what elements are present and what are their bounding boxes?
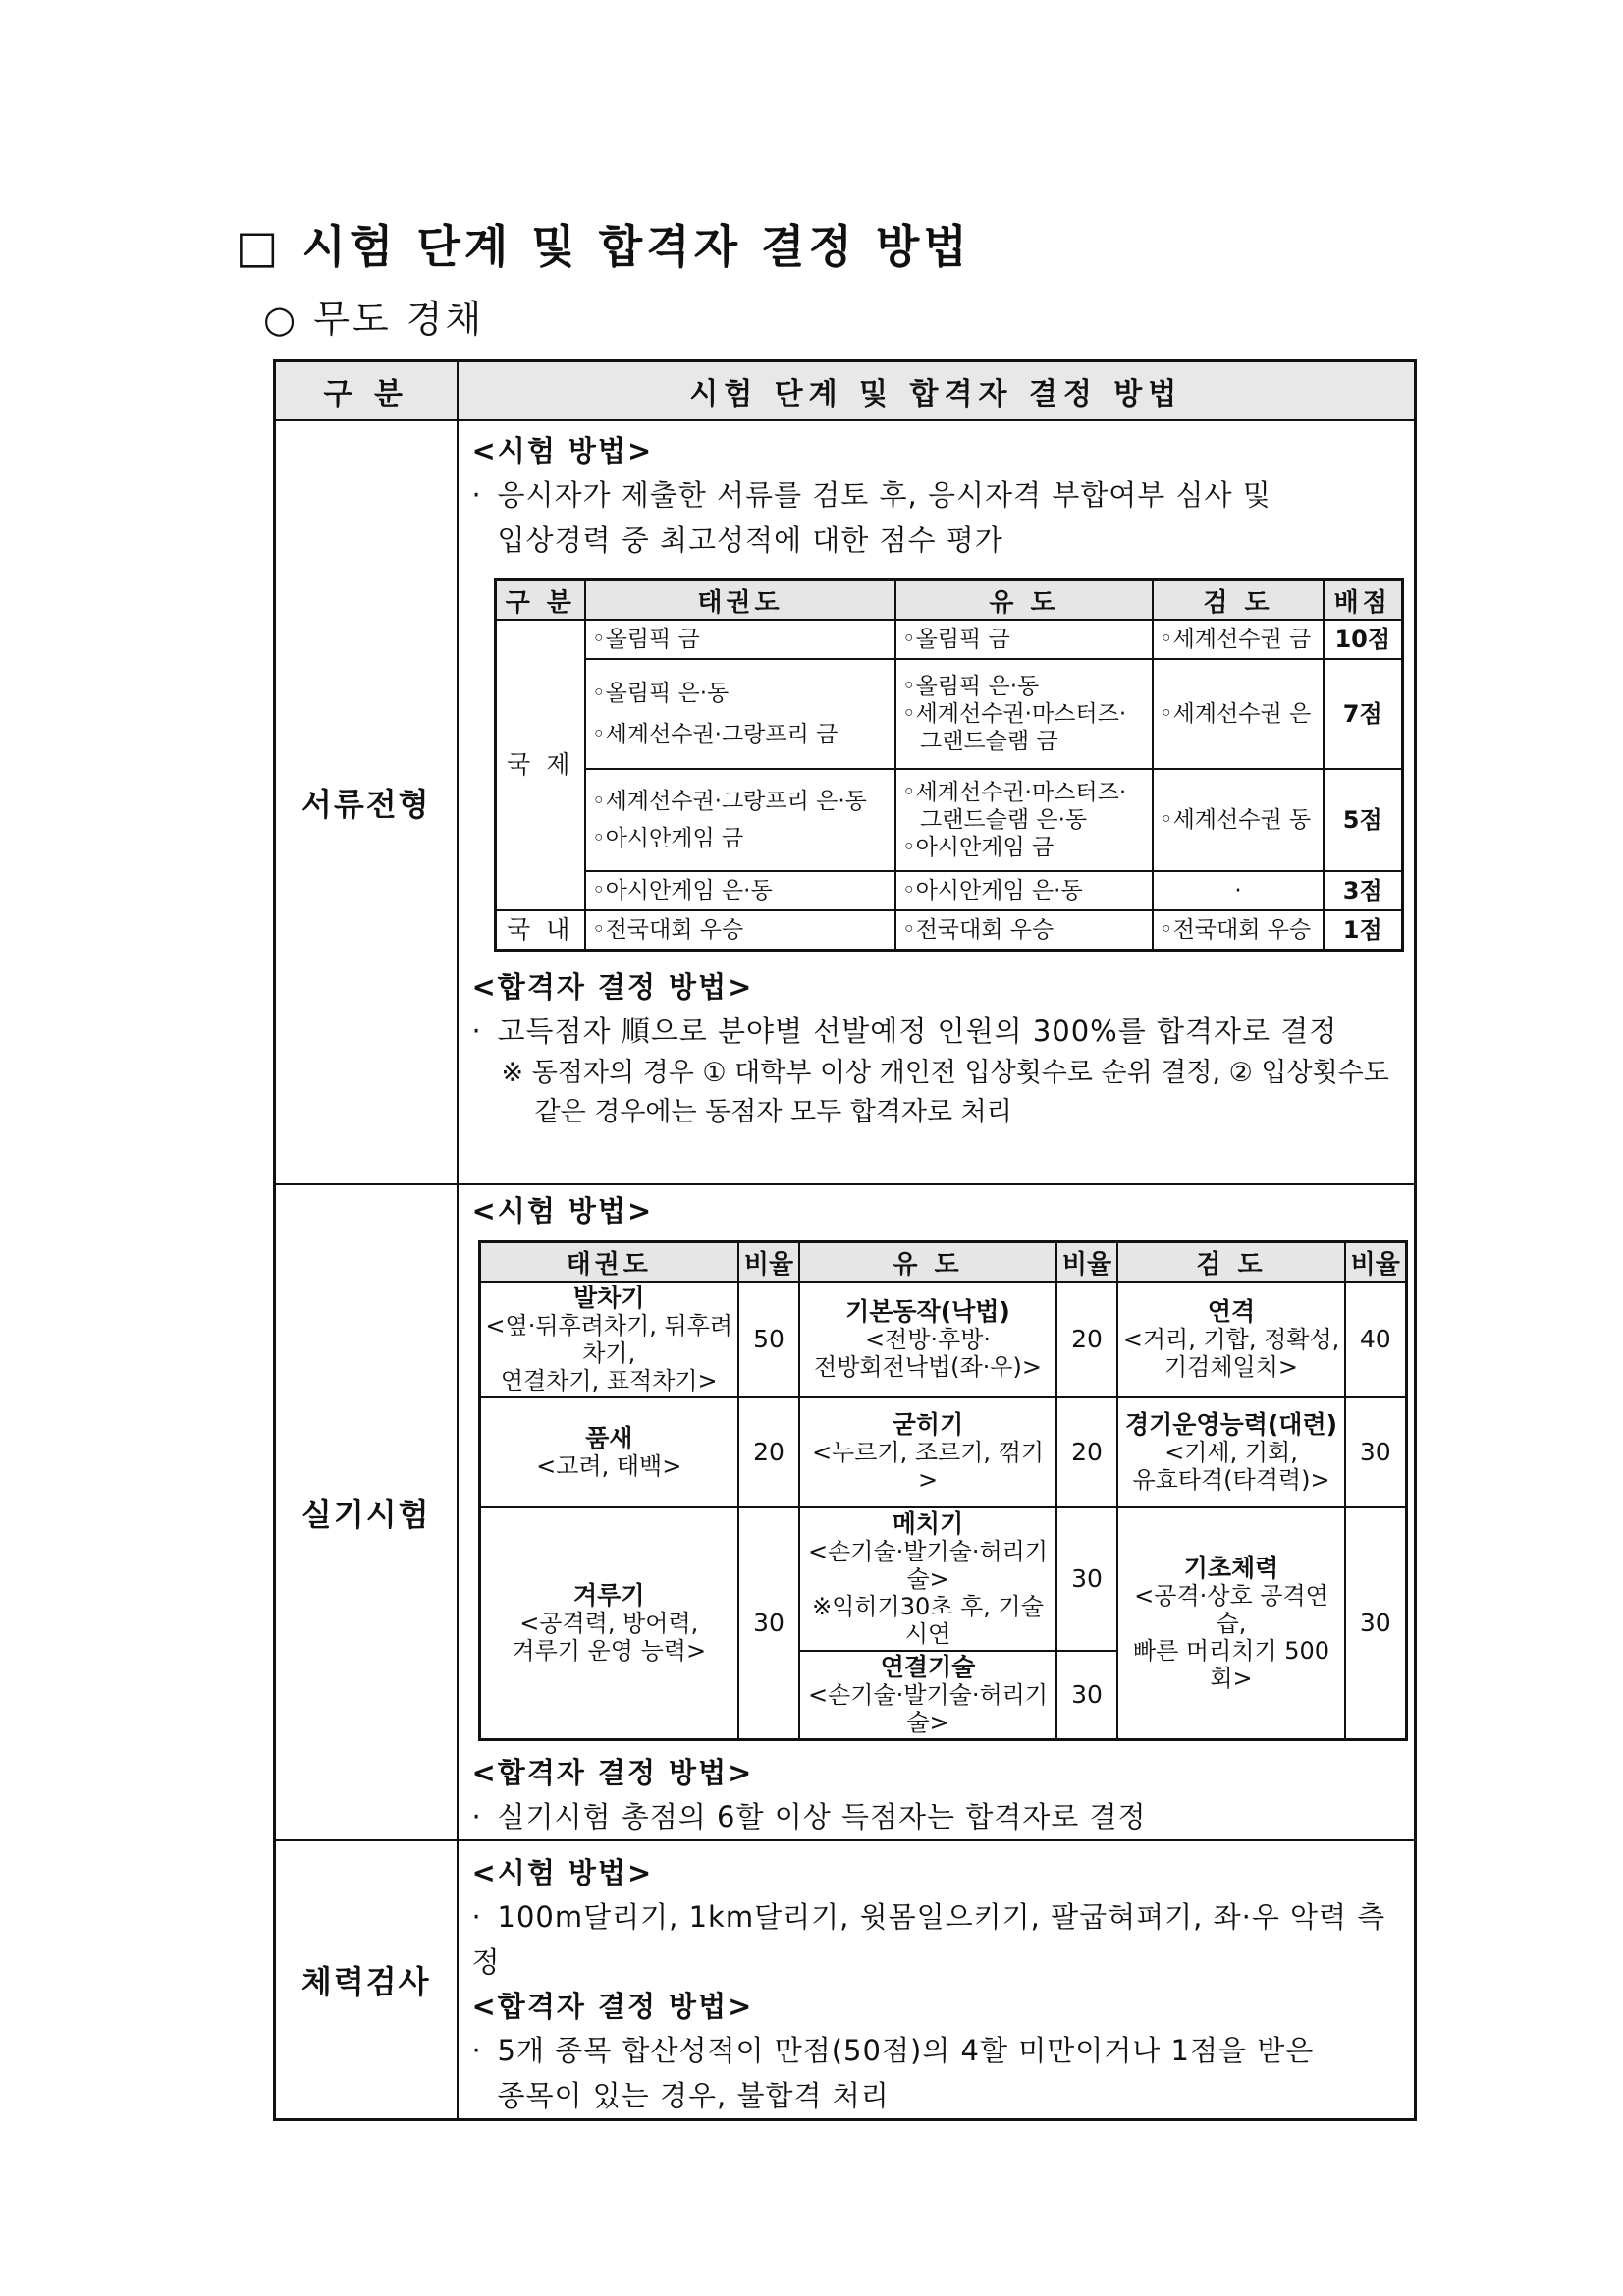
score-points: 1점 bbox=[1324, 910, 1402, 950]
prac-ratio: 30 bbox=[1056, 1651, 1117, 1740]
award-score-table bbox=[494, 578, 1404, 952]
prac-ratio: 30 bbox=[1056, 1507, 1117, 1651]
score-cell: ◦전국대회 우승 bbox=[895, 910, 1153, 950]
prac-cell-match-management: 경기운영능력(대련) <기세, 기회, 유효타격(타격력)> bbox=[1117, 1397, 1345, 1507]
score-row-international: 국 제 bbox=[495, 620, 585, 910]
score-cell: ◦세계선수권·그랑프리 은·동 ◦아시안게임 금 bbox=[585, 769, 895, 871]
score-cell: ◦올림픽 금 bbox=[895, 620, 1153, 659]
prac-header-ratio: 비율 bbox=[1056, 1242, 1117, 1283]
score-cell: ◦올림픽 은·동 ◦세계선수권·마스터즈· 그랜드슬램 금 bbox=[895, 659, 1153, 769]
score-cell: ◦세계선수권·마스터즈· 그랜드슬램 은·동 ◦아시안게임 금 bbox=[895, 769, 1153, 871]
practical-test-content bbox=[458, 1184, 1416, 1840]
doc-method-bullet: · 응시자가 제출한 서류를 검토 후, 응시자격 부합여부 심사 및 bbox=[472, 472, 1415, 518]
score-points: 3점 bbox=[1324, 871, 1402, 910]
score-header-points: 배점 bbox=[1324, 580, 1402, 621]
section-subheading: ○ 무도 경채 bbox=[263, 298, 485, 341]
score-cell: ◦전국대회 우승 bbox=[585, 910, 895, 950]
prac-cell-sparring: 겨루기 <공격력, 방어력, 겨루기 운영 능력> bbox=[479, 1507, 738, 1740]
fitness-decision-title: <합격자 결정 방법> bbox=[471, 1990, 754, 2023]
page-heading: □ 시험 단계 및 합격자 결정 방법 bbox=[236, 220, 971, 273]
score-cell: ◦아시안게임 은·동 bbox=[585, 871, 895, 910]
score-cell: ◦올림픽 금 bbox=[585, 620, 895, 659]
fitness-method-title: <시험 방법> bbox=[471, 1856, 654, 1889]
score-points: 7점 bbox=[1324, 659, 1402, 769]
prac-cell-groundwork: 굳히기 <누르기, 조르기, 꺾기> bbox=[799, 1397, 1056, 1507]
practical-score-table bbox=[478, 1240, 1408, 1741]
doc-method-title: <시험 방법> bbox=[471, 434, 654, 467]
score-cell: ◦세계선수권 금 bbox=[1153, 620, 1324, 659]
doc-tiebreak-note: ※ 동점자의 경우 ① 대학부 이상 개인전 입상횟수로 순위 결정, ② 입상횟수도 bbox=[501, 1057, 1389, 1088]
header-method: 시험 단계 및 합격자 결정 방법 bbox=[458, 361, 1416, 421]
prac-ratio: 30 bbox=[738, 1507, 799, 1740]
score-points: 10점 bbox=[1324, 620, 1402, 659]
score-cell: · bbox=[1153, 871, 1324, 910]
doc-decision-bullet: · 고득점자 順으로 분야별 선발예정 인원의 300%를 합격자로 결정 bbox=[471, 1013, 1338, 1048]
prac-ratio: 20 bbox=[1056, 1282, 1117, 1397]
prac-ratio: 50 bbox=[738, 1282, 799, 1397]
prac-header-judo: 유 도 bbox=[799, 1242, 1056, 1283]
score-cell: ◦세계선수권 동 bbox=[1153, 769, 1324, 871]
prac-header-ratio: 비율 bbox=[1345, 1242, 1406, 1283]
prac-ratio: 30 bbox=[1345, 1507, 1406, 1740]
fitness-decision-bullet: · 5개 종목 합산성적이 만점(50점)의 4할 미만이거나 1점을 받은 bbox=[471, 2034, 1315, 2067]
exam-procedure-table bbox=[273, 359, 1417, 2121]
score-cell: ◦세계선수권 은 bbox=[1153, 659, 1324, 769]
doc-method-bullet-cont: 입상경력 중 최고성적에 대한 점수 평가 bbox=[497, 523, 1003, 557]
header-category: 구 분 bbox=[275, 361, 458, 421]
prac-cell-basic-fitness: 기초체력 <공격·상호 공격연습, 빠른 머리치기 500회> bbox=[1117, 1507, 1345, 1740]
fitness-decision-bullet-cont: 종목이 있는 경우, 불합격 처리 bbox=[497, 2079, 890, 2112]
prac-header-kendo: 검 도 bbox=[1117, 1242, 1345, 1283]
category-document-screening: 서류전형 bbox=[275, 420, 458, 1184]
fitness-test-content bbox=[458, 1840, 1416, 2120]
practical-method-title: <시험 방법> bbox=[471, 1194, 654, 1228]
score-header-judo: 유 도 bbox=[895, 580, 1153, 621]
fitness-method-bullet: · 100m달리기, 1km달리기, 윗몸일으키기, 팔굽혀펴기, 좌·우 악력 측정 bbox=[471, 1900, 1386, 1979]
prac-ratio: 30 bbox=[1345, 1397, 1406, 1507]
doc-decision-title: <합격자 결정 방법> bbox=[471, 969, 754, 1004]
prac-ratio: 40 bbox=[1345, 1282, 1406, 1397]
score-points: 5점 bbox=[1324, 769, 1402, 871]
prac-ratio: 20 bbox=[738, 1397, 799, 1507]
practical-decision-title: <합격자 결정 방법> bbox=[471, 1756, 754, 1789]
prac-header-taekwondo: 태권도 bbox=[479, 1242, 738, 1283]
prac-cell-kicks: 발차기 <옆·뒤후려차기, 뒤후려차기, 연결차기, 표적차기> bbox=[479, 1282, 738, 1397]
prac-cell-combination: 연결기술 <손기술·발기술·허리기술> bbox=[799, 1651, 1056, 1740]
prac-cell-throws: 메치기 <손기술·발기술·허리기술> ※익히기30초 후, 기술시연 bbox=[799, 1507, 1056, 1651]
score-cell: ◦전국대회 우승 bbox=[1153, 910, 1324, 950]
score-row-domestic: 국 내 bbox=[495, 910, 585, 950]
prac-header-ratio: 비율 bbox=[738, 1242, 799, 1283]
score-header-kendo: 검 도 bbox=[1153, 580, 1324, 621]
prac-ratio: 20 bbox=[1056, 1397, 1117, 1507]
document-screening-content bbox=[458, 420, 1416, 1184]
score-header-taekwondo: 태권도 bbox=[585, 580, 895, 621]
prac-cell-breakfall: 기본동작(낙법) <전방·후방· 전방회전낙법(좌·우)> bbox=[799, 1282, 1056, 1397]
prac-cell-yeongyeok: 연격 <거리, 기합, 정확성, 기검체일치> bbox=[1117, 1282, 1345, 1397]
doc-tiebreak-note-cont: 같은 경우에는 동점자 모두 합격자로 처리 bbox=[534, 1096, 1012, 1127]
bullet-mark: · bbox=[471, 478, 482, 512]
prac-cell-poomsae: 품새 <고려, 태백> bbox=[479, 1397, 738, 1507]
score-cell: ◦아시안게임 은·동 bbox=[895, 871, 1153, 910]
score-header-category: 구 분 bbox=[495, 580, 585, 621]
practical-decision-bullet: · 실기시험 총점의 6할 이상 득점자는 합격자로 결정 bbox=[471, 1800, 1147, 1833]
category-practical-test: 실기시험 bbox=[275, 1184, 458, 1840]
category-fitness-test: 체력검사 bbox=[275, 1840, 458, 2120]
score-cell: ◦올림픽 은·동 ◦세계선수권·그랑프리 금 bbox=[585, 659, 895, 769]
